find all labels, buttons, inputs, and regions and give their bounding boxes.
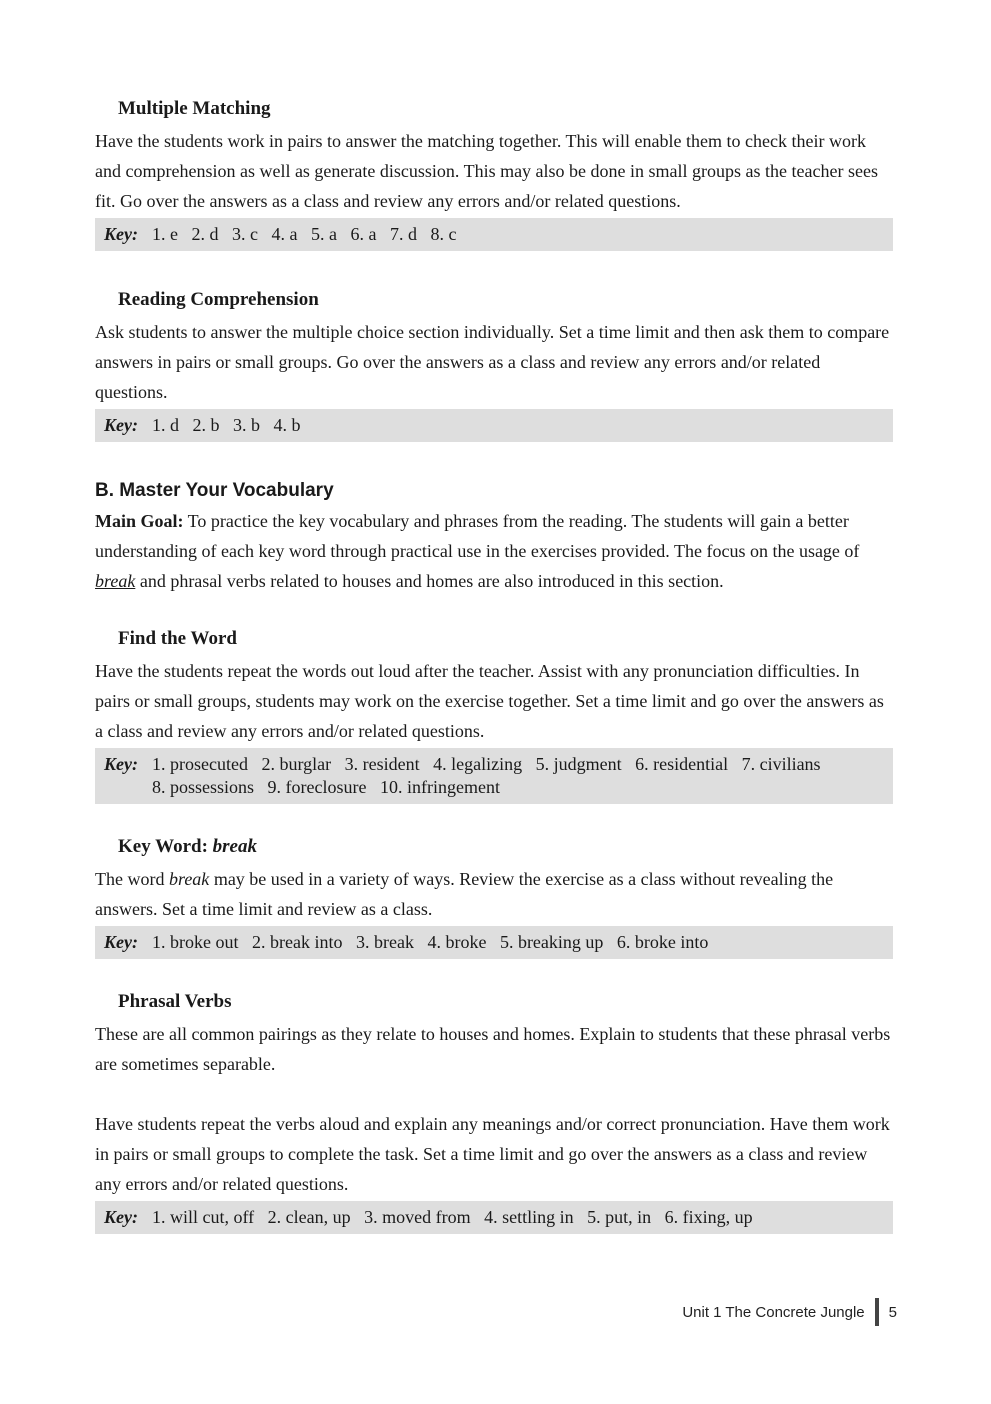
key-word-body-word: break [168, 869, 210, 889]
find-the-word-key [95, 748, 893, 804]
answer-item: 7. civilians [741, 754, 821, 774]
reading-comprehension-body: Ask students to answer the multiple choice section individually. Set a time limit and then ask them to compare answers in pairs or small groups. Go over the answers as a class and review any errors and/or related questions. [95, 322, 890, 402]
answer-item: 9. foreclosure [267, 777, 367, 797]
phrasal-verbs-key [95, 1201, 893, 1234]
answer-item: 6. residential [635, 754, 729, 774]
answer-item: 8. possessions [152, 777, 255, 797]
answer-item: 2. burglar [261, 754, 332, 774]
page-content [95, 96, 893, 1234]
answer-list [152, 1206, 883, 1229]
answer-item: 6. broke into [616, 932, 709, 952]
answer-item: 1. e [152, 224, 178, 244]
section-b-title: B. Master Your Vocabulary [95, 480, 334, 501]
main-goal-text-1: To practice the key vocabulary and phrases from the reading. The students will gain a better understanding of each key word through practical use in the exercises provided. The focus on the usage of [95, 511, 860, 561]
key-word-body-1: The word [95, 869, 169, 889]
answer-item: 7. d [390, 224, 417, 244]
main-goal-paragraph [95, 506, 893, 596]
reading-comprehension-key [95, 409, 893, 442]
main-goal-label: Main Goal: [95, 511, 184, 531]
find-the-word-heading: Find the Word [118, 628, 237, 649]
key-label: Key: [104, 1207, 138, 1227]
key-word-body-2: may be used in a variety of ways. Review the exercise as a class without revealing the answers. Set a time limit and review as a class. [95, 869, 834, 919]
find-the-word-body: Have the students repeat the words out loud after the teacher. Assist with any pronunciation difficulties. In pairs or small groups, students may work on the exercise together. Set a time limit and go over the answers as a class and review any errors and/or related questions. [95, 661, 884, 741]
key-label: Key: [104, 415, 138, 435]
page-footer [682, 1298, 897, 1326]
answer-item: 6. a [350, 224, 377, 244]
key-label: Key: [104, 754, 138, 774]
answer-item: 4. a [271, 224, 298, 244]
footer-unit-title: Unit 1 The Concrete Jungle [682, 1303, 865, 1321]
answer-list [152, 753, 883, 799]
answer-item: 1. will cut, off [152, 1207, 255, 1227]
answer-item: 1. broke out [152, 932, 239, 952]
footer-divider [875, 1298, 879, 1326]
answer-item: 10. infringement [379, 777, 500, 797]
multiple-matching-heading: Multiple Matching [118, 98, 271, 119]
answer-item: 5. breaking up [499, 932, 604, 952]
key-word-body [95, 864, 893, 924]
answer-item: 3. c [232, 224, 258, 244]
answer-item: 3. moved from [364, 1207, 471, 1227]
answer-item: 5. judgment [535, 754, 622, 774]
phrasal-verbs-body-1: These are all common pairings as they relate to houses and homes. Explain to students that these phrasal verbs are sometimes separable. [95, 1024, 891, 1074]
answer-item: 4. settling in [484, 1207, 574, 1227]
answer-item: 4. broke [427, 932, 487, 952]
answer-item: 2. clean, up [267, 1207, 351, 1227]
phrasal-verbs-heading: Phrasal Verbs [118, 991, 232, 1012]
answer-item: 2. b [192, 415, 220, 435]
answer-item: 5. put, in [587, 1207, 652, 1227]
answer-item: 4. b [273, 415, 301, 435]
multiple-matching-key [95, 218, 893, 251]
answer-list [152, 414, 883, 437]
key-label: Key: [104, 224, 138, 244]
answer-item: 2. break into [251, 932, 343, 952]
answer-item: 3. b [233, 415, 260, 435]
key-word-key [95, 926, 893, 959]
answer-item: 5. a [311, 224, 337, 244]
answer-item: 2. d [191, 224, 219, 244]
key-word-heading [118, 834, 893, 860]
key-label: Key: [104, 932, 138, 952]
reading-comprehension-heading: Reading Comprehension [118, 289, 319, 310]
answer-item: 3. resident [344, 754, 420, 774]
answer-list [152, 223, 883, 246]
answer-item: 3. break [355, 932, 414, 952]
multiple-matching-body: Have the students work in pairs to answer the matching together. This will enable them to check their work and comprehension as well as generate discussion. This may also be done in small groups as the teacher sees fit. Go over the answers as a class and review any errors and/or related questions. [95, 131, 878, 211]
page-number: 5 [888, 1303, 897, 1321]
answer-item: 8. c [430, 224, 457, 244]
answer-item: 1. d [152, 415, 179, 435]
phrasal-verbs-body-2: Have students repeat the verbs aloud and explain any meanings and/or correct pronunciation. Have them work in pairs or small groups to complete the task. Set a time limit and go over the answers as a class and review any errors and/or related questions. [95, 1114, 890, 1194]
answer-item: 4. legalizing [433, 754, 523, 774]
main-goal-text-2: and phrasal verbs related to houses and homes are also introduced in this section. [135, 571, 724, 591]
key-word-heading-word: break [212, 836, 257, 857]
answer-item: 6. fixing, up [664, 1207, 753, 1227]
key-word-heading-prefix: Key Word: [118, 836, 213, 857]
main-goal-word: break [95, 571, 136, 591]
answer-item: 1. prosecuted [152, 754, 248, 774]
answer-list [152, 931, 883, 954]
